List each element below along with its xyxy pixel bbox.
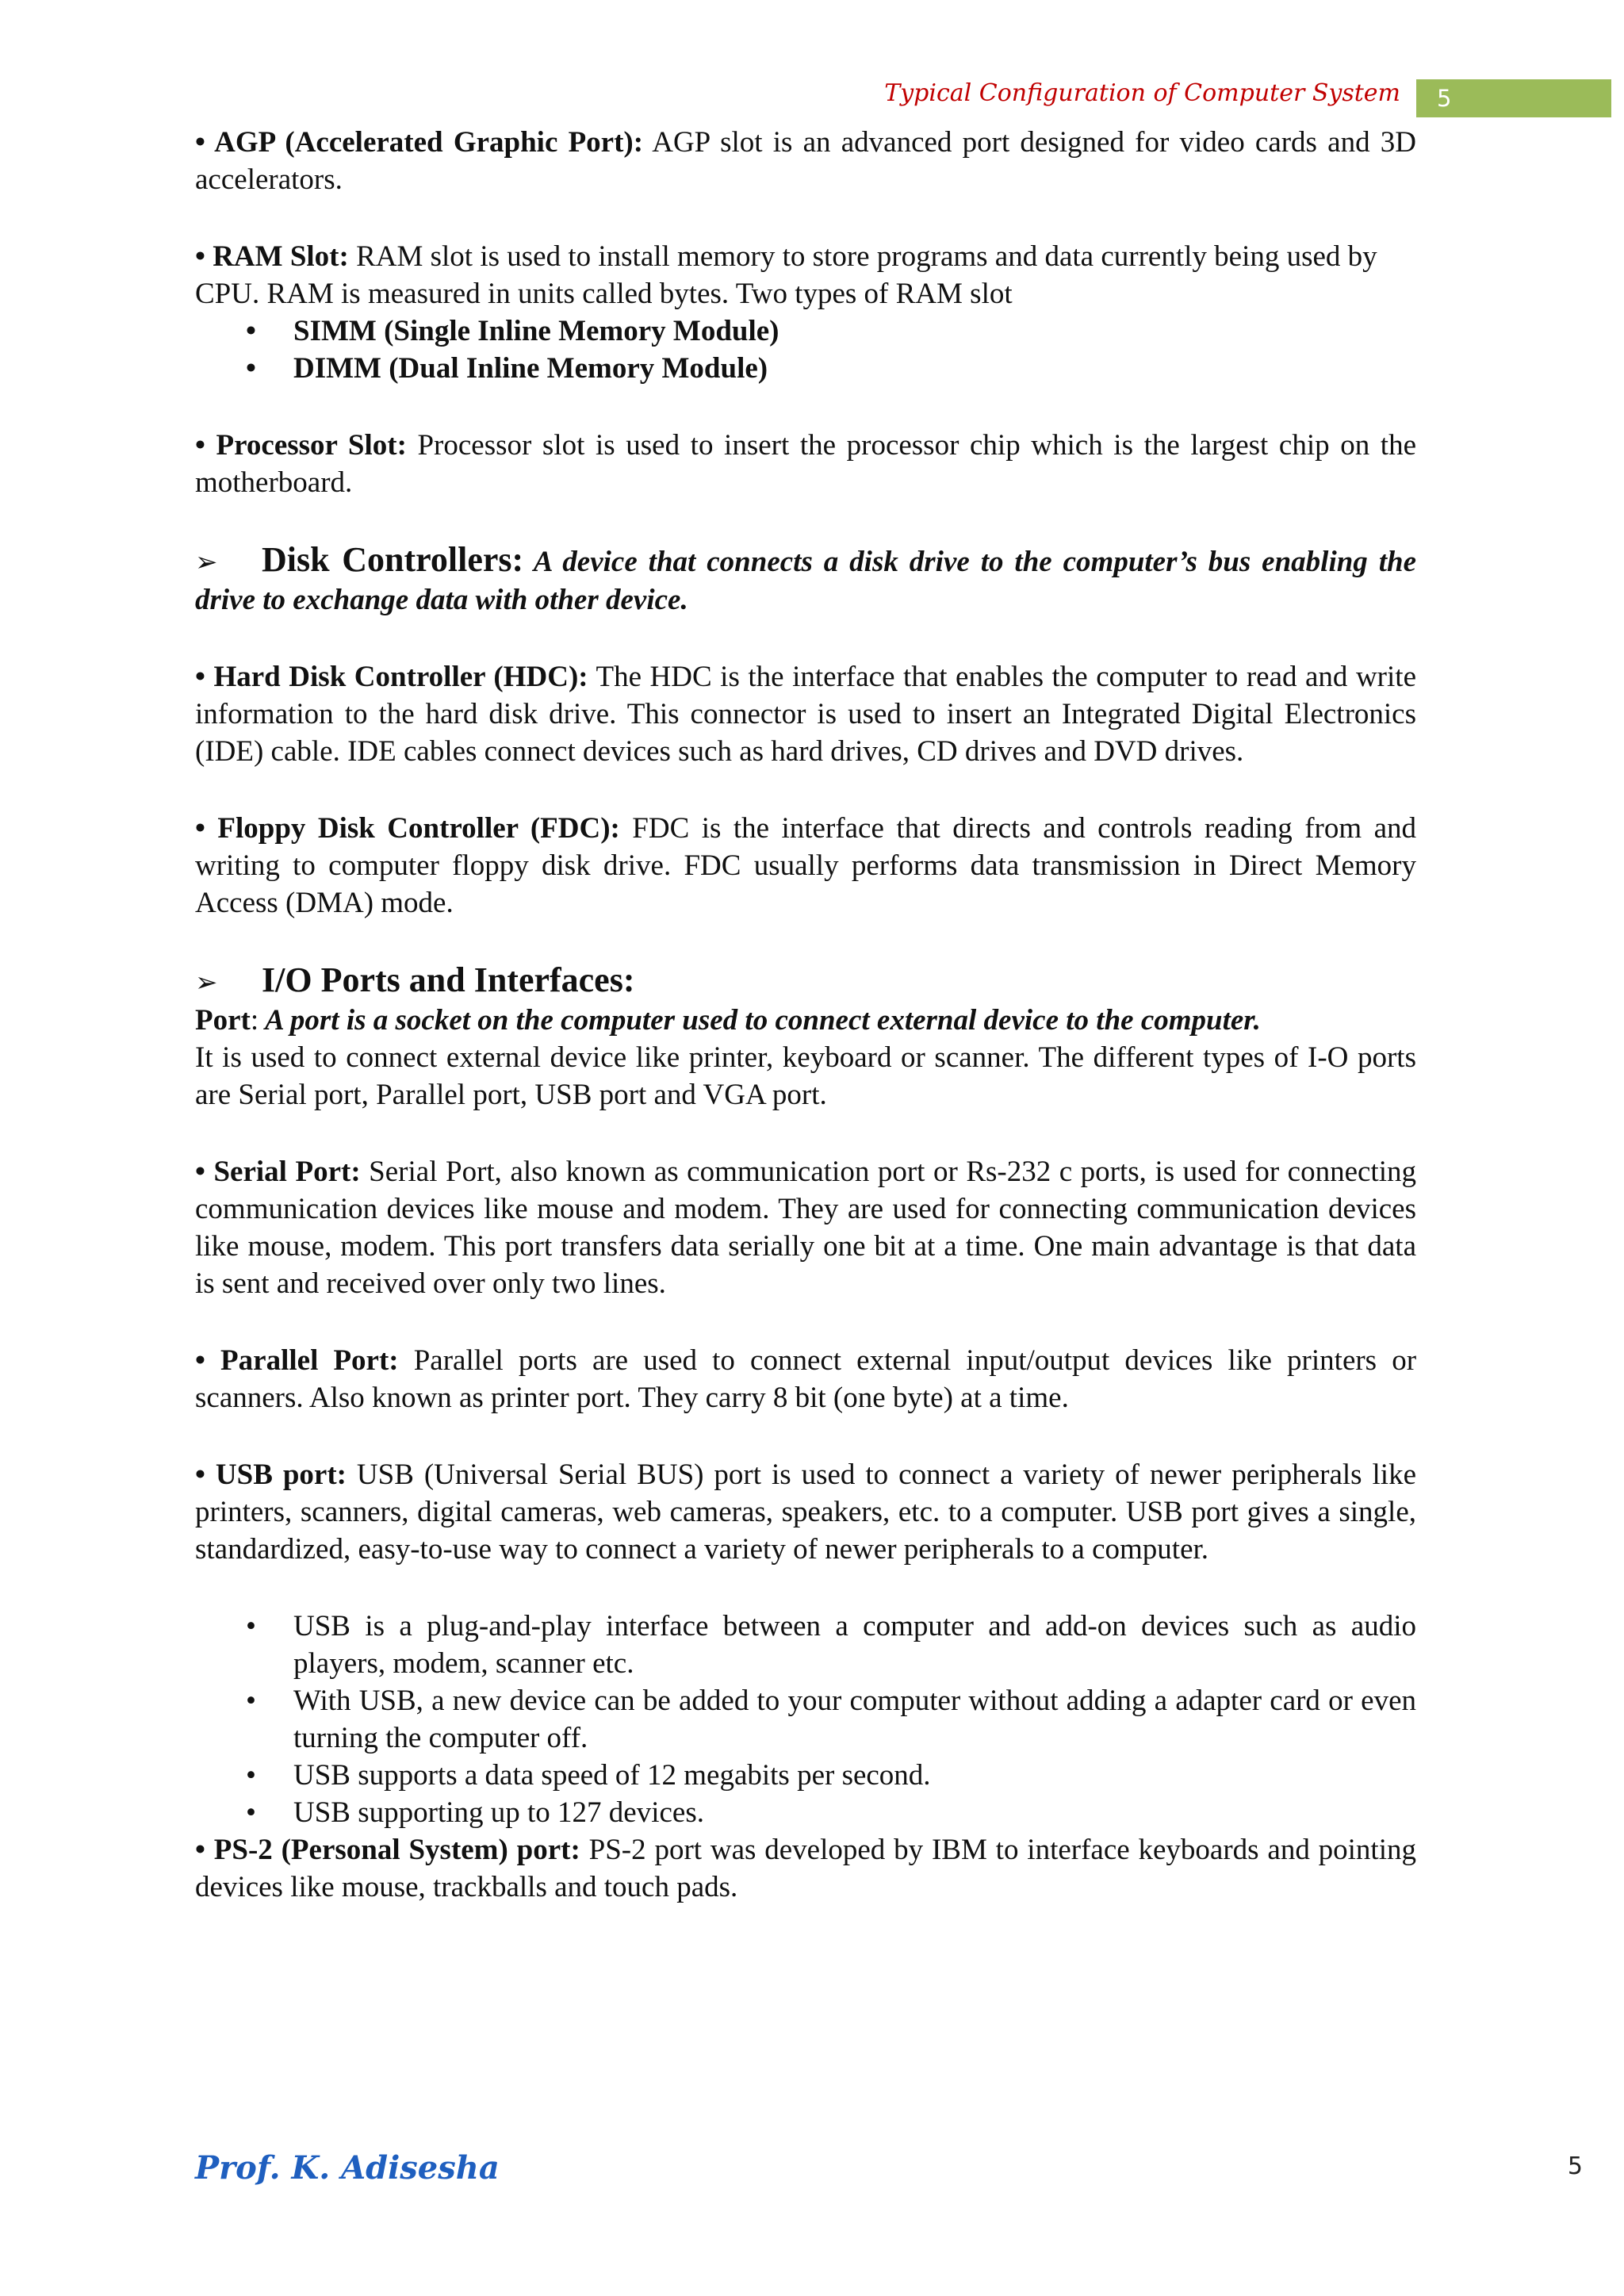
ram-term: • RAM Slot: [195,240,349,273]
list-item: • SIMM (Single Inline Memory Module) [195,312,1416,350]
agp-term: • AGP (Accelerated Graphic Port): [195,126,644,159]
list-item: • USB supporting up to 127 devices. [195,1794,1416,1831]
io-ports-section [195,961,1416,1114]
agp-text: AGP slot is an advanced port designed for video cards and 3D accelerators. [195,126,1416,196]
footer-author: Prof. K. Adisesha [195,2149,500,2187]
list-item: • DIMM (Dual Inline Memory Module) [195,350,1416,387]
fdc-term: • Floppy Disk Controller (FDC): [195,812,620,845]
serial-paragraph [195,1153,1416,1302]
processor-paragraph [195,427,1416,501]
agp-paragraph [195,124,1416,198]
ram-text: RAM slot is used to install memory to store programs and data currently being used by [348,240,1377,273]
footer-page-number: 5 [1567,2152,1583,2180]
processor-text: Processor slot is used to insert the processor chip which is the largest chip on the motherboard. [195,429,1416,499]
ps2-term: • PS-2 (Personal System) port: [195,1834,580,1866]
running-header-title: Typical Configuration of Computer System [884,79,1400,107]
disk-controllers-desc: A device that connects a disk drive to the computer’s bus enabling the drive to exchange data with other device. [195,546,1416,616]
port-def-text: A port is a socket on the computer used to connect external device to the computer. [259,1004,1261,1037]
list-item: • USB supports a data speed of 12 megabits per second. [195,1757,1416,1794]
usb-paragraph [195,1456,1416,1568]
ps2-paragraph [195,1831,1416,1906]
usb-term: • USB port: [195,1458,347,1491]
io-ports-title: I/O Ports and Interfaces: [262,960,635,999]
disk-controllers-title: Disk Controllers: [262,540,524,579]
ram-section [195,238,1416,387]
list-item: • With USB, a new device can be added to your computer without adding a adapter card or even turning the computer off. [195,1682,1416,1757]
ram-types-list [195,312,1416,387]
disk-controllers-heading [195,541,1416,619]
page-number-badge: 5 [1416,79,1611,117]
processor-term: • Processor Slot: [195,429,407,462]
page-content [195,124,1416,1906]
fdc-text: FDC is the interface that directs and controls reading from and writing to computer floppy disk drive. FDC usually performs data transmission in Direct Memory Access (DMA) mode. [195,812,1416,919]
parallel-term: • Parallel Port: [195,1344,399,1377]
ram-paragraph [195,238,1416,275]
io-ports-text: It is used to connect external device like printer, keyboard or scanner. The different types of I-O ports are Serial port, Parallel port, USB port and VGA port. [195,1041,1416,1111]
io-ports-heading [195,961,1416,1002]
port-label: Port [195,1004,251,1037]
hdc-paragraph [195,658,1416,770]
hdc-term: • Hard Disk Controller (HDC): [195,661,588,693]
ram-line2: CPU. RAM is measured in units called bytes. Two types of RAM slot [195,278,1013,310]
fdc-paragraph [195,810,1416,922]
port-colon: : [250,1004,259,1037]
hdc-text: The HDC is the interface that enables the computer to read and write information to the hard disk drive. This connector is used to insert an Integrated Digital Electronics (IDE) cable. IDE cables connect devices such as hard drives, CD drives and DVD drives. [195,661,1416,768]
serial-text: Serial Port, also known as communication port or Rs-232 c ports, is used for connecting communication devices like mouse and modem. They are used for connecting communication devices like mouse, modem. This port transfers data serially one bit at a time. One main advantage is that data is sent and received over only two lines. [195,1156,1416,1300]
port-definition [195,1002,1416,1039]
parallel-text: Parallel ports are used to connect external input/output devices like printers or scanners. Also known as printer port. They carry 8 bit (one byte) at a time. [195,1344,1417,1414]
arrow-bullet-icon: ➢ [195,967,218,999]
ps2-text: PS-2 port was developed by IBM to interface keyboards and pointing devices like mouse, trackballs and touch pads. [195,1834,1416,1903]
arrow-bullet-icon: ➢ [195,546,218,578]
list-item: • USB is a plug-and-play interface between a computer and add-on devices such as audio players, modem, scanner etc. [195,1608,1416,1682]
parallel-paragraph [195,1342,1416,1416]
usb-features-list [195,1608,1416,1831]
serial-term: • Serial Port: [195,1156,361,1188]
usb-text: USB (Universal Serial BUS) port is used to connect a variety of newer peripherals like printers, scanners, digital cameras, web cameras, speakers, etc. to a computer. USB port gives a single, standardized, easy-to-use way to connect a variety of newer peripherals to a computer. [195,1458,1416,1566]
